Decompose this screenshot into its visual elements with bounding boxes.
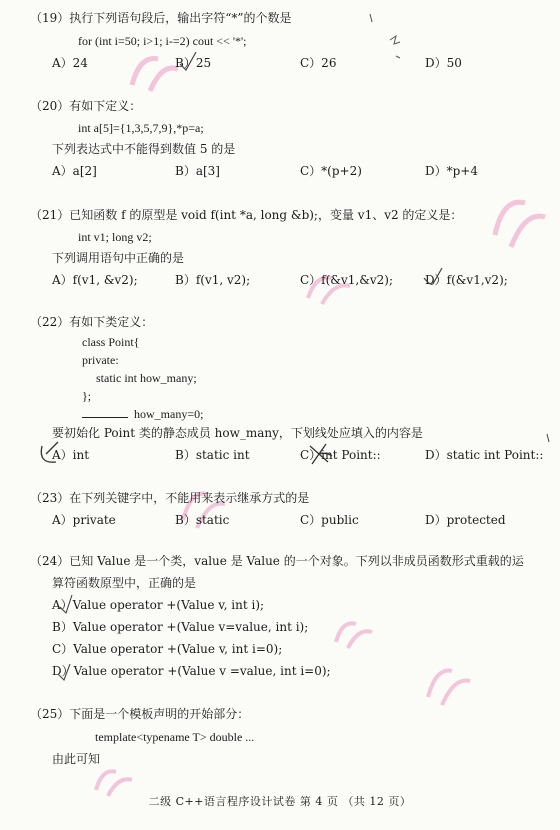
q24-stem-line-2: 算符函数原型中，正确的是: [52, 576, 197, 590]
q24-option-c: C）Value operator +(Value v, int i=0);: [52, 642, 283, 656]
q19-code: for (int i=50; i>1; i-=2) cout << '*';: [78, 34, 247, 48]
q23-option-b: B）static: [175, 513, 230, 527]
watermark-logo-icon: [330, 612, 380, 652]
q22-code-line-5: [82, 406, 203, 422]
q22-code-line-4: };: [82, 389, 92, 403]
q22-subprompt: 要初始化 Point 类的静态成员 how_many，下划线处应填入的内容是: [52, 426, 423, 440]
q21-stem: （21）已知函数 f 的原型是 void f(int *a, long &b);，变量 v1、v2 的定义是：: [30, 208, 463, 222]
q21-subprompt: 下列调用语句中正确的是: [52, 251, 185, 265]
pencil-scribble-icon: [360, 6, 420, 66]
q22-option-b: B）static int: [175, 448, 250, 462]
watermark-logo-icon: [420, 655, 480, 715]
q23-option-d: D）protected: [425, 513, 506, 527]
q22-option-d: D）static int Point::: [425, 448, 544, 462]
q20-code: int a[5]={1,3,5,7,9},*p=a;: [78, 121, 204, 135]
pencil-dot-icon: [544, 432, 554, 446]
q23-option-a: A）private: [52, 513, 116, 527]
q19-option-a: A）24: [52, 56, 88, 70]
q25-code: template<typename T> double ...: [95, 730, 255, 744]
q21-code: int v1; long v2;: [78, 230, 152, 244]
q20-option-c: C）*(p+2): [300, 164, 362, 178]
q25-subprompt: 由此可知: [52, 752, 101, 766]
q22-code-line-1: class Point{: [82, 335, 140, 349]
q20-subprompt: 下列表达式中不能得到数值 5 的是: [52, 142, 236, 156]
q20-stem: （20）有如下定义：: [30, 99, 142, 113]
q22-option-c: C）int Point::: [300, 448, 381, 462]
watermark-logo-icon: [485, 185, 555, 260]
q19-option-d: D）50: [425, 56, 462, 70]
watermark-logo-icon: [175, 478, 235, 538]
q19-stem: （19）执行下列语句段后，输出字符“*”的个数是: [30, 11, 292, 25]
q22-option-a: A）int: [52, 448, 90, 462]
q22-code-line-3: static int how_many;: [96, 371, 197, 385]
q20-option-d: D）*p+4: [425, 164, 478, 178]
q20-option-b: B）a[3]: [175, 164, 220, 178]
q19-option-c: C）26: [300, 56, 337, 70]
q24-option-a: A）Value operator +(Value v, int i);: [52, 598, 265, 612]
fill-in-blank: [82, 407, 128, 418]
q24-option-d: D）Value operator +(Value v =value, int i=0);: [52, 664, 331, 678]
q22-code-line-2: private:: [82, 353, 119, 367]
q22-stem: （22）有如下类定义：: [30, 315, 154, 329]
q21-option-b: B）f(v1, v2);: [175, 273, 251, 287]
q21-option-a: A）f(v1, &v2);: [52, 273, 138, 287]
page-footer: 二级 C++语言程序设计试卷 第 4 页 （共 12 页）: [148, 795, 412, 808]
q25-stem: （25）下面是一个模板声明的开始部分：: [30, 707, 250, 721]
q24-option-b: B）Value operator +(Value v=value, int i);: [52, 620, 309, 634]
q23-stem: （23）在下列关键字中，不能用来表示继承方式的是: [30, 491, 310, 505]
q21-option-c: C）f(&v1,&v2);: [300, 273, 394, 287]
q22-code-line-5-text: how_many=0;: [134, 407, 204, 421]
q23-option-c: C）public: [300, 513, 359, 527]
watermark-logo-icon: [120, 45, 190, 105]
q24-stem-line-1: （24）已知 Value 是一个类，value 是 Value 的一个对象。下列以非成员函数形式重载的运: [30, 554, 524, 568]
q19-option-b: B）25: [175, 56, 212, 70]
q21-option-d: D）f(&v1,v2);: [425, 273, 508, 287]
q20-option-a: A）a[2]: [52, 164, 97, 178]
